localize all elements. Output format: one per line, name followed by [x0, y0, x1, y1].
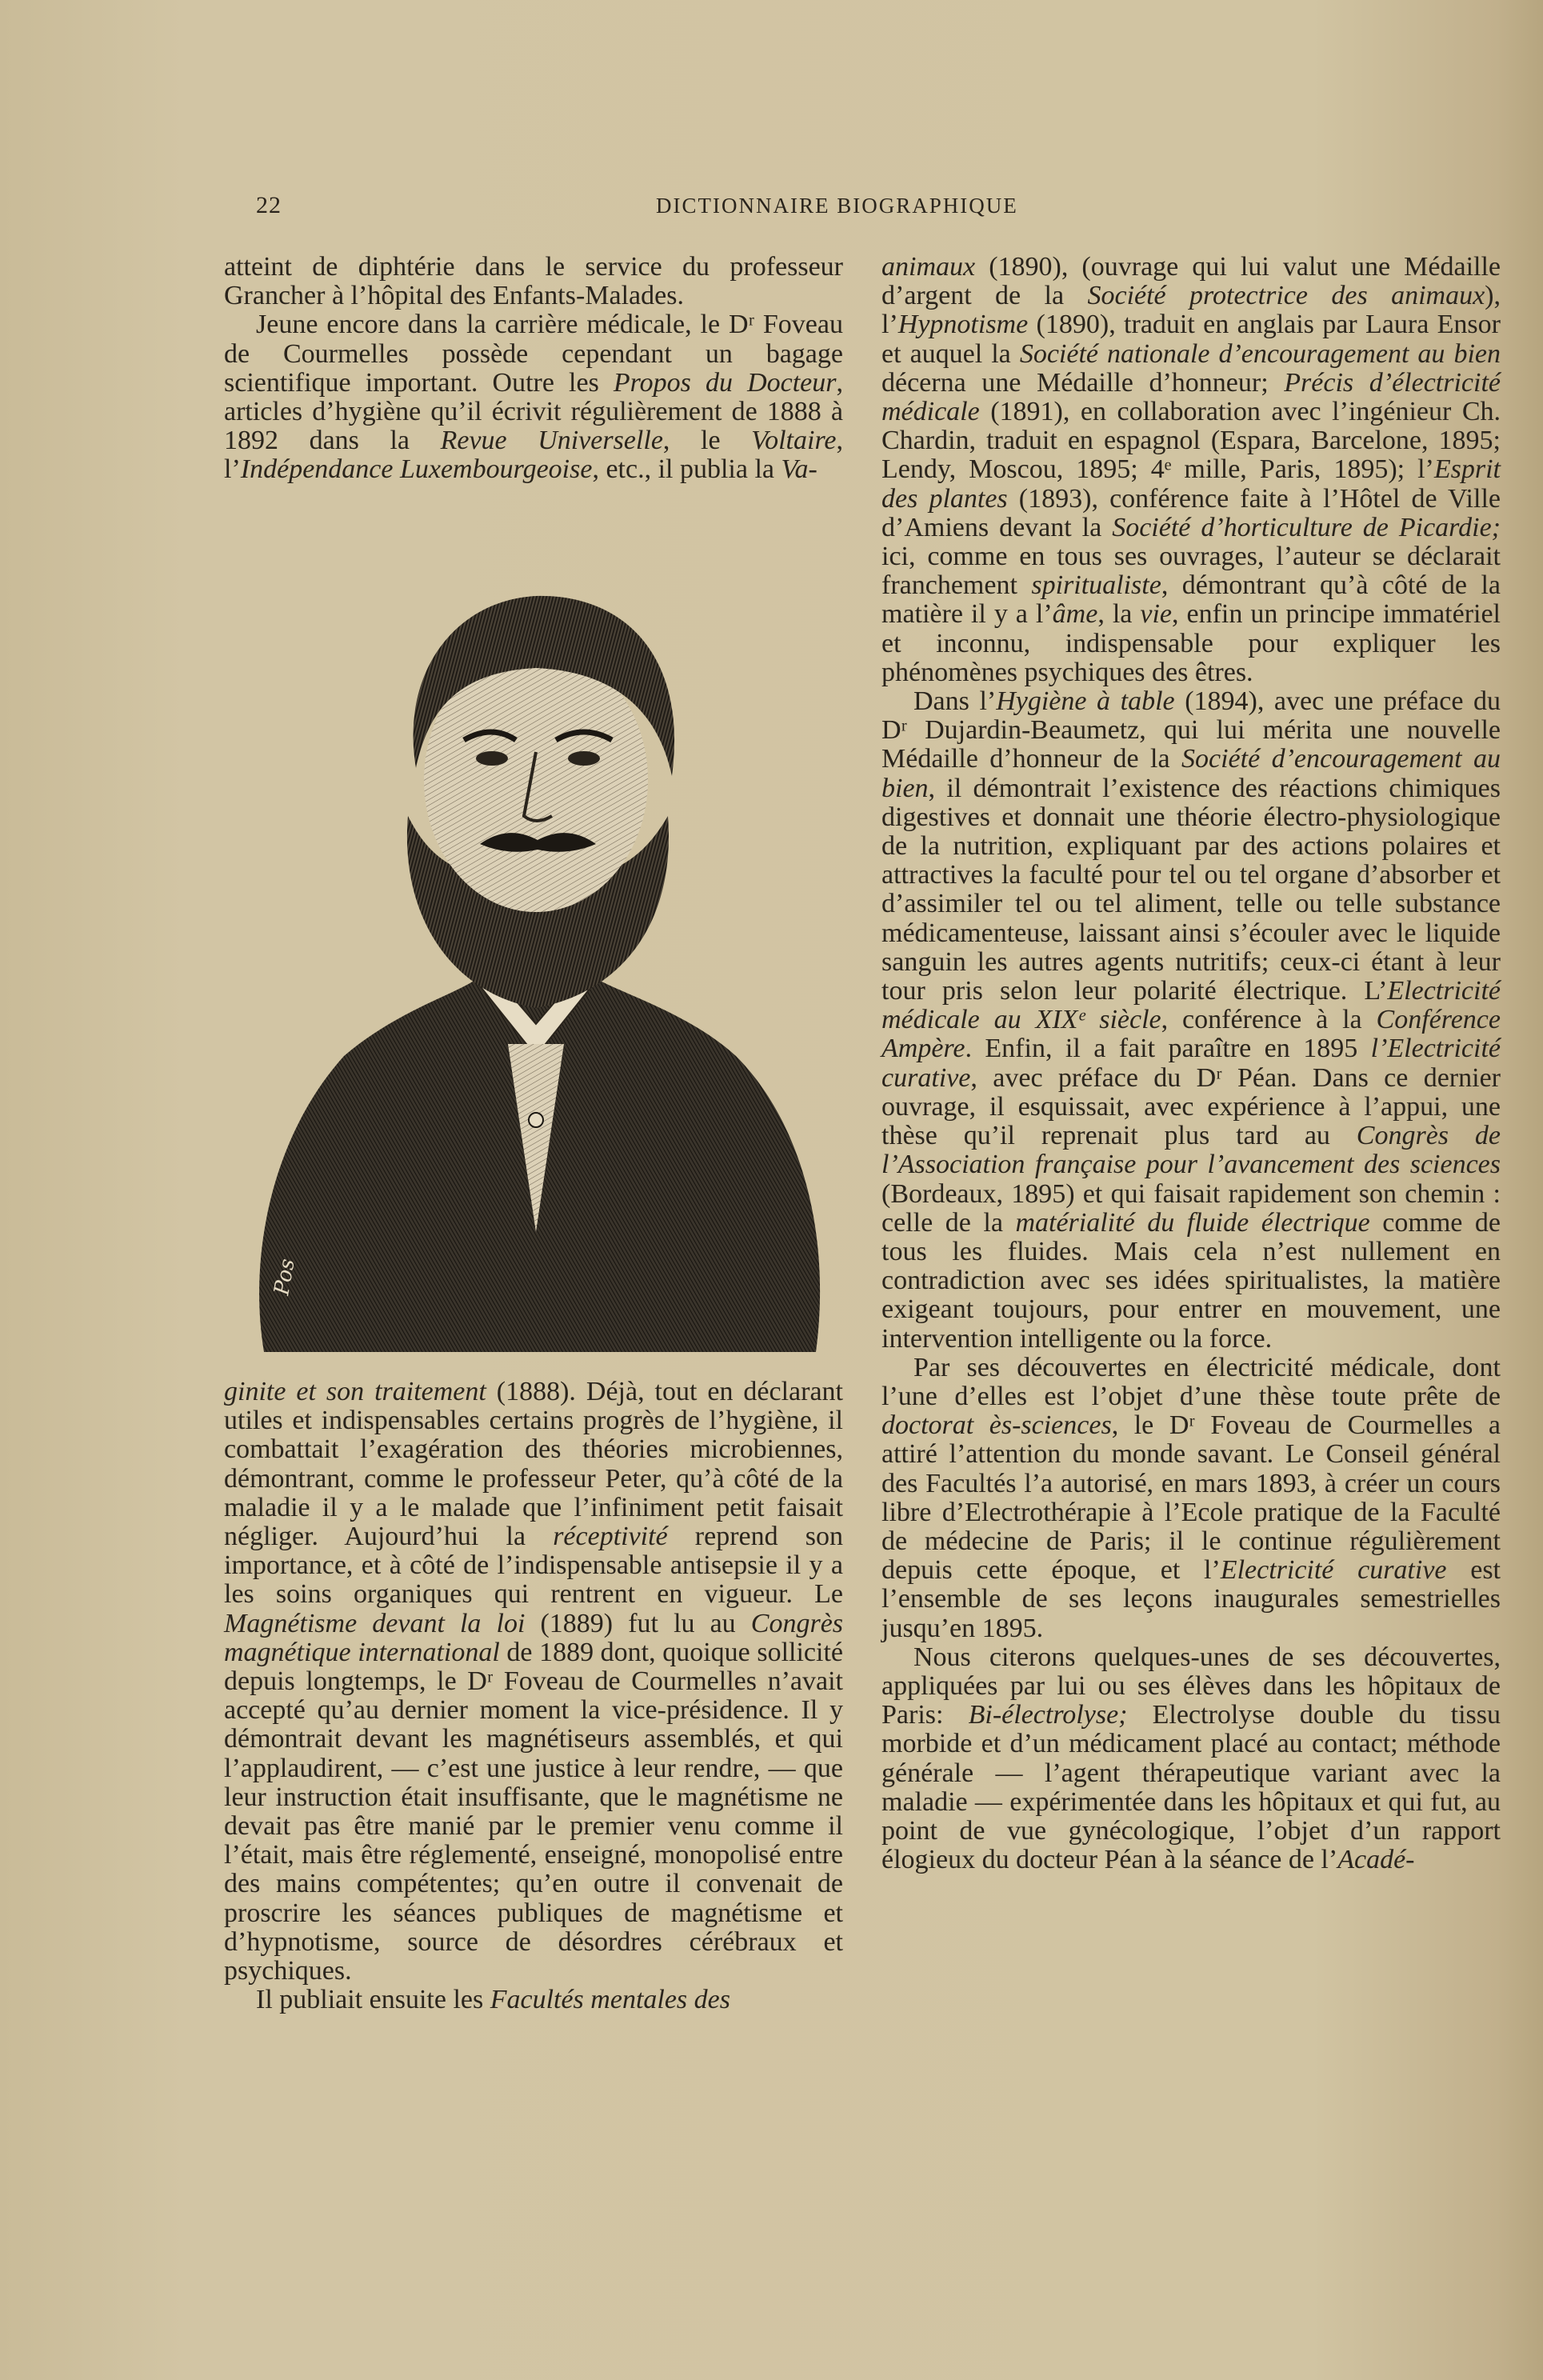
text-run: ), l’ [881, 281, 1501, 340]
paragraph [881, 687, 1501, 1354]
text-run: est l’ensemble de ses leçons inaugurales semestrielles jusqu’en 1895. [881, 1555, 1501, 1643]
italic-title: Hygiène à table [996, 686, 1175, 717]
italic-title: Conférence Ampère [881, 1005, 1501, 1064]
italic-title: Esprit des plantes [881, 454, 1501, 514]
text-run: reprend son importance, et à côté de l’indispensable antisepsie il y a les soins organiques qui rentrent en vigueur. Le [224, 1522, 843, 1610]
page-header [224, 189, 1488, 229]
text-run: Dans l’ [913, 686, 997, 717]
paragraph [881, 253, 1501, 687]
text-run: , la [1097, 599, 1141, 630]
text-run: de 1889 dont, quoique sollicité depuis longtemps, le Dʳ Foveau de Courmelles n’avait accepté qu’au dernier moment la vice-présidence. Il y démontrait devant les magnétiseurs assemblés, et qui l’applaudirent, — c’est une justice à leur rendre, — que leur instruction était insuffisante, que le magnétisme ne devait pas être manié par le premier venu comme il l’était, mais être réglementé, enseigné, monopolisé entre des mains compétentes; qu’en outre il convenait de proscrire les séances publiques de magnétisme et d’hypnotisme, source de désordres cérébraux et psychiques. [224, 1637, 843, 1986]
italic-title: Electricité curative [1220, 1555, 1447, 1586]
portrait-engraving [240, 576, 832, 1364]
left-column-top [224, 253, 843, 485]
italic-title: Société protectrice des animaux [1087, 281, 1485, 311]
portrait-image [240, 576, 832, 1364]
italic-title: Va- [781, 454, 817, 485]
page-number: 22 [256, 192, 282, 218]
italic-title: Congrès magnétique international [224, 1608, 844, 1667]
italic-title: Magnétisme devant la loi [224, 1608, 526, 1638]
italic-title: Société d’encouragement au bien [881, 744, 1501, 803]
text-run: (1890), traduit en anglais par Laura Ensor et auquel la [881, 310, 1501, 369]
italic-title: Indépendance Luxembourgeoise [240, 454, 593, 485]
text-run: décerna une Médaille d’honneur; [881, 367, 1285, 398]
text-run: , avec préface du Dʳ Péan. Dans ce dernier ouvrage, il esquissait, avec expérience à l’appui, une thèse qu’il reprenait plus tard au [881, 1062, 1501, 1151]
text-run: , l’ [224, 426, 844, 485]
italic-title: Revue Universelle [440, 426, 663, 456]
right-column [881, 253, 1501, 1874]
italic-title: Voltaire [751, 426, 837, 456]
text-run: , etc., il publia la [592, 454, 781, 485]
italic-term: vie [1140, 599, 1172, 630]
text-run: (1888). Déjà, tout en déclarant utiles et indispensables certains progrès de l’hygiène, il combattait l’exagération des théories microbiennes, démontrant, comme le professeur Peter, qu’à côté de la maladie il y a le malade que l’infiniment petit faisait négliger. Aujourd’hui la [224, 1377, 844, 1552]
paragraph [881, 1354, 1501, 1643]
italic-title: Société d’horticulture de Picardie; [1112, 512, 1501, 542]
italic-term: Bi-électrolyse; [968, 1700, 1128, 1730]
italic-title: Electricité médicale au XIXᵉ siècle [881, 976, 1501, 1035]
text-run: , il démontrait l’existence des réactions chimiques digestives et donnait une théorie électro-physiologique de la nutrition, expliquant par des actions polaires et attractives la faculté pour tel ou tel organe d’absorber et d’assimiler tel ou tel aliment, telle ou telle substance médicamenteuse, laissant ainsi s’écouler avec le liquide sanguin les autres agents nutritifs; ceux-ci étant à leur tour pris selon leur polarité électrique. L’ [881, 773, 1501, 1006]
italic-term: matérialité du fluide électrique [1015, 1207, 1370, 1238]
text-run: ici, comme en tous ses ouvrages, l’auteur se déclarait franchement [881, 542, 1501, 601]
text-run: , le Dʳ Foveau de Courmelles a attiré l’attention du monde savant. Le Conseil général des Facultés l’a autorisé, en mars 1893, à créer un cours libre d’Electrothérapie à l’Ecole pratique de la Faculté de médecine de Paris; il le continue régulièrement depuis cette époque, et l’ [881, 1410, 1501, 1586]
paragraph [224, 310, 843, 484]
text-run: , conférence à la [1161, 1005, 1377, 1035]
text-run: , le [662, 426, 752, 456]
italic-title: Facultés mentales des [490, 1985, 730, 2015]
paragraph [224, 1378, 843, 1986]
left-column-bottom [224, 1378, 843, 2014]
italic-title: Société nationale d’encouragement au bien [1019, 338, 1501, 369]
italic-term: doctorat ès-sciences [881, 1410, 1112, 1441]
text-run: atteint de diphtérie dans le service du professeur Grancher à l’hôpital des Enfants-Malades. [224, 252, 843, 311]
text-run: (1894), avec une préface du Dʳ Dujardin-Beaumetz, qui lui mérita une nouvelle Médaille d’honneur de la [881, 686, 1501, 774]
text-run: Par ses découvertes en électricité médicale, dont l’une d’elles est l’objet d’une thèse toute prête de [881, 1352, 1501, 1411]
text-run: Electrolyse double du tissu morbide et d’un médicament placé au contact; méthode générale — l’agent thérapeutique variant avec la maladie — expérimentée dans les hôpitaux et qui fut, au point de vue gynécologique, l’objet d’un rapport élogieux du docteur Péan à la séance de l’ [881, 1700, 1501, 1875]
text-run: comme de tous les fluides. Mais cela n’est nullement en contradiction avec ses idées spiritualistes, la matière exigeant toujours, pour entrer en mouvement, une intervention intelligente ou la force. [881, 1207, 1501, 1354]
italic-title: Congrès de l’Association française pour l’avancement des sciences [881, 1121, 1501, 1180]
running-title: DICTIONNAIRE BIOGRAPHIQUE [656, 194, 1018, 218]
italic-term: réceptivité [553, 1522, 668, 1552]
text-run: . Enfin, il a fait paraître en 1895 [965, 1034, 1371, 1064]
paragraph [224, 1986, 843, 2014]
italic-title: Acadé- [1337, 1845, 1415, 1875]
text-run: , articles d’hygiène qu’il écrivit régulièrement de 1888 à 1892 dans la [224, 367, 843, 456]
italic-title: l’Electricité curative [881, 1034, 1501, 1093]
paragraph [881, 1643, 1501, 1875]
italic-title: animaux [881, 252, 976, 282]
italic-title: Propos du Docteur [613, 367, 837, 398]
text-run: Jeune encore dans la carrière médicale, le Dʳ Foveau de Courmelles possède cependant un bagage scientifique important. Outre les [224, 310, 843, 398]
text-run: , enfin un principe immatériel et inconnu, indispensable pour expliquer les phénomènes psychiques des êtres. [881, 599, 1501, 687]
text-run: (1891), en collaboration avec l’ingénieur Ch. Chardin, traduit en espagnol (Espara, Barcelone, 1895; Lendy, Moscou, 1895; 4ᵉ mille, Paris, 1895); l’ [881, 397, 1501, 485]
text-run: Nous citerons quelques-unes de ses découvertes, appliquées par lui ou ses élèves dans les hôpitaux de Paris: [881, 1642, 1501, 1730]
text-run: (1893), conférence faite à l’Hôtel de Ville d’Amiens devant la [881, 483, 1501, 542]
paragraph [224, 253, 843, 310]
italic-term: âme [1052, 599, 1098, 630]
text-run: , démontrant qu’à côté de la matière il y a l’ [881, 570, 1501, 630]
text-run: (Bordeaux, 1895) et qui faisait rapidement son chemin : celle de la [881, 1178, 1501, 1238]
italic-title: ginite et son traitement [224, 1377, 486, 1406]
text-run: (1890), (ouvrage qui lui valut une Médaille d’argent de la [881, 252, 1501, 311]
engraver-signature: Pos [270, 1257, 300, 1298]
italic-title: Précis d’électricité médicale [881, 367, 1501, 427]
text-run: Il publiait ensuite les [256, 1985, 490, 2015]
italic-title: Hypnotisme [897, 310, 1029, 340]
italic-term: spiritualiste [1031, 570, 1161, 601]
text-run: (1889) fut lu au [525, 1608, 751, 1638]
